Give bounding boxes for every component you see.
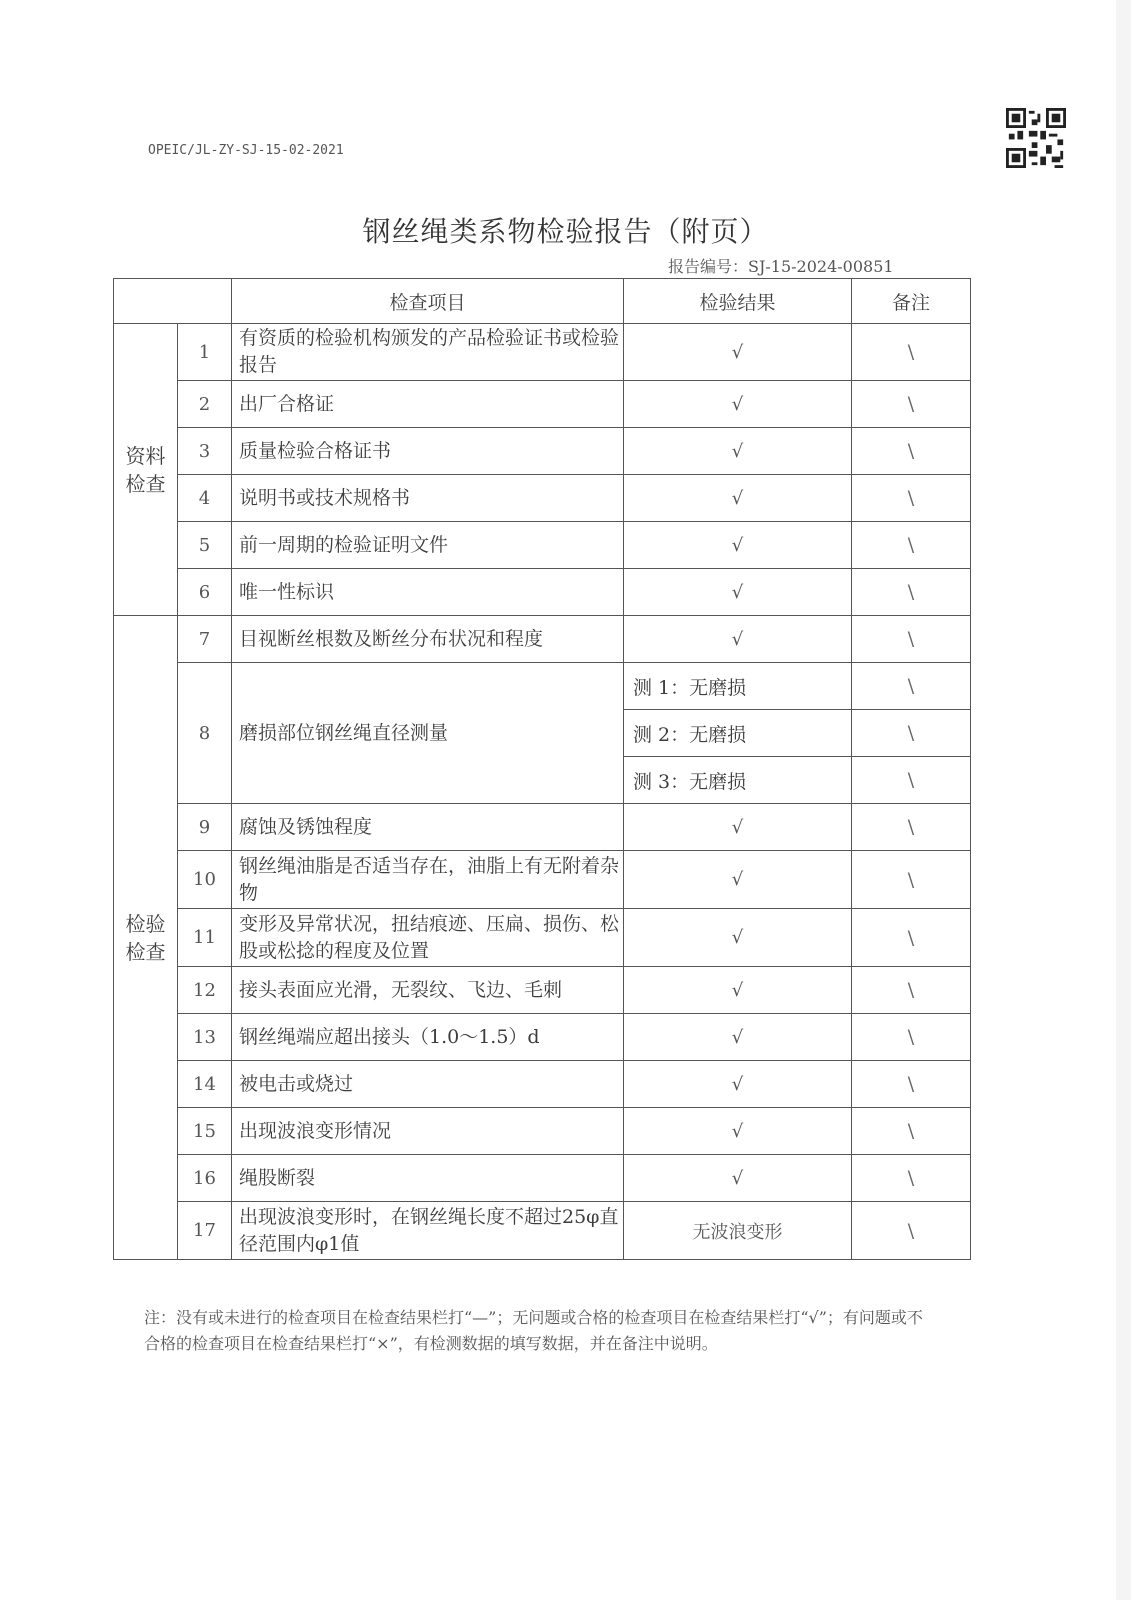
group-inspection: 检验检查 bbox=[114, 616, 178, 1260]
row-remark: \ bbox=[852, 1061, 971, 1108]
row-remark: \ bbox=[852, 1202, 971, 1260]
row-result: √ bbox=[624, 1014, 852, 1061]
document-code: OPEIC/JL-ZY-SJ-15-02-2021 bbox=[148, 143, 344, 158]
row-remark: \ bbox=[852, 804, 971, 851]
table-row bbox=[114, 1014, 971, 1061]
row-no: 15 bbox=[178, 1108, 232, 1155]
table-row bbox=[114, 569, 971, 616]
row-item: 有资质的检验机构颁发的产品检验证书或检验报告 bbox=[232, 324, 624, 381]
table-row bbox=[114, 851, 971, 909]
row-item: 绳股断裂 bbox=[232, 1155, 624, 1202]
row-item: 被电击或烧过 bbox=[232, 1061, 624, 1108]
table-row bbox=[114, 1108, 971, 1155]
row-no: 11 bbox=[178, 909, 232, 967]
table-row bbox=[114, 522, 971, 569]
header-remark: 备注 bbox=[852, 279, 971, 324]
row-remark: \ bbox=[852, 381, 971, 428]
row-result: √ bbox=[624, 1155, 852, 1202]
table-row bbox=[114, 967, 971, 1014]
row-remark: \ bbox=[852, 710, 971, 757]
row-result: √ bbox=[624, 1061, 852, 1108]
row-result: √ bbox=[624, 324, 852, 381]
row-item: 唯一性标识 bbox=[232, 569, 624, 616]
row-result: √ bbox=[624, 967, 852, 1014]
row-item: 钢丝绳油脂是否适当存在，油脂上有无附着杂物 bbox=[232, 851, 624, 909]
row-remark: \ bbox=[852, 522, 971, 569]
row-no: 12 bbox=[178, 967, 232, 1014]
row-result: √ bbox=[624, 522, 852, 569]
row-no: 7 bbox=[178, 616, 232, 663]
table-row bbox=[114, 1202, 971, 1260]
row-remark: \ bbox=[852, 851, 971, 909]
row-result: √ bbox=[624, 569, 852, 616]
row-result: 无波浪变形 bbox=[624, 1202, 852, 1260]
table-row bbox=[114, 475, 971, 522]
footnote: 注：没有或未进行的检查项目在检查结果栏打“—”；无问题或合格的检查项目在检查结果栏打“√”；有问题或不合格的检查项目在检查结果栏打“×”，有检测数据的填写数据，并在备注中说明。 bbox=[144, 1308, 923, 1353]
row-item: 腐蚀及锈蚀程度 bbox=[232, 804, 624, 851]
row-remark: \ bbox=[852, 475, 971, 522]
row-item: 质量检验合格证书 bbox=[232, 428, 624, 475]
group-docs: 资料检查 bbox=[114, 324, 178, 616]
row-result: √ bbox=[624, 909, 852, 967]
measurement-1: 测 1：无磨损 bbox=[624, 663, 852, 710]
table-row bbox=[114, 428, 971, 475]
table-row bbox=[114, 909, 971, 967]
table-row bbox=[114, 616, 971, 663]
row-no: 1 bbox=[178, 324, 232, 381]
row-no: 6 bbox=[178, 569, 232, 616]
row-result: √ bbox=[624, 381, 852, 428]
row-no: 13 bbox=[178, 1014, 232, 1061]
row-item: 说明书或技术规格书 bbox=[232, 475, 624, 522]
measurement-2: 测 2：无磨损 bbox=[624, 710, 852, 757]
row-result: √ bbox=[624, 616, 852, 663]
row-result: √ bbox=[624, 428, 852, 475]
table-row bbox=[114, 804, 971, 851]
row-no: 3 bbox=[178, 428, 232, 475]
row-no: 14 bbox=[178, 1061, 232, 1108]
row-item: 变形及异常状况，扭结痕迹、压扁、损伤、松股或松捻的程度及位置 bbox=[232, 909, 624, 967]
row-result: √ bbox=[624, 804, 852, 851]
row-no: 2 bbox=[178, 381, 232, 428]
row-item: 出厂合格证 bbox=[232, 381, 624, 428]
row-no: 16 bbox=[178, 1155, 232, 1202]
row-item: 前一周期的检验证明文件 bbox=[232, 522, 624, 569]
table-row bbox=[114, 381, 971, 428]
row-remark: \ bbox=[852, 1014, 971, 1061]
inspection-table bbox=[113, 278, 971, 1260]
qr-code-icon bbox=[1006, 108, 1066, 168]
row-no: 4 bbox=[178, 475, 232, 522]
row-result: √ bbox=[624, 851, 852, 909]
header-blank bbox=[114, 279, 232, 324]
row-item: 钢丝绳端应超出接头（1.0～1.5）d bbox=[232, 1014, 624, 1061]
row-item: 接头表面应光滑，无裂纹、飞边、毛刺 bbox=[232, 967, 624, 1014]
row-no: 8 bbox=[178, 663, 232, 804]
row-remark: \ bbox=[852, 967, 971, 1014]
row-remark: \ bbox=[852, 324, 971, 381]
row-item: 出现波浪变形情况 bbox=[232, 1108, 624, 1155]
row-remark: \ bbox=[852, 757, 971, 804]
table-row bbox=[114, 1155, 971, 1202]
row-item: 出现波浪变形时，在钢丝绳长度不超过25φ直径范围内φ1值 bbox=[232, 1202, 624, 1260]
row-item: 目视断丝根数及断丝分布状况和程度 bbox=[232, 616, 624, 663]
row-no: 9 bbox=[178, 804, 232, 851]
table-row bbox=[114, 663, 971, 710]
row-remark: \ bbox=[852, 663, 971, 710]
table-header-row bbox=[114, 279, 971, 324]
row-remark: \ bbox=[852, 569, 971, 616]
row-remark: \ bbox=[852, 1108, 971, 1155]
row-remark: \ bbox=[852, 616, 971, 663]
row-no: 17 bbox=[178, 1202, 232, 1260]
row-result: √ bbox=[624, 1108, 852, 1155]
header-result: 检验结果 bbox=[624, 279, 852, 324]
table-row bbox=[114, 324, 971, 381]
row-remark: \ bbox=[852, 1155, 971, 1202]
header-item: 检查项目 bbox=[232, 279, 624, 324]
report-number: 报告编号：SJ-15-2024-00851 bbox=[668, 257, 894, 276]
row-no: 10 bbox=[178, 851, 232, 909]
report-title: 钢丝绳类系物检验报告（附页） bbox=[362, 215, 769, 248]
row-no: 5 bbox=[178, 522, 232, 569]
row-remark: \ bbox=[852, 428, 971, 475]
row-item: 磨损部位钢丝绳直径测量 bbox=[232, 663, 624, 804]
row-remark: \ bbox=[852, 909, 971, 967]
row-result: √ bbox=[624, 475, 852, 522]
table-row bbox=[114, 1061, 971, 1108]
measurement-3: 测 3：无磨损 bbox=[624, 757, 852, 804]
